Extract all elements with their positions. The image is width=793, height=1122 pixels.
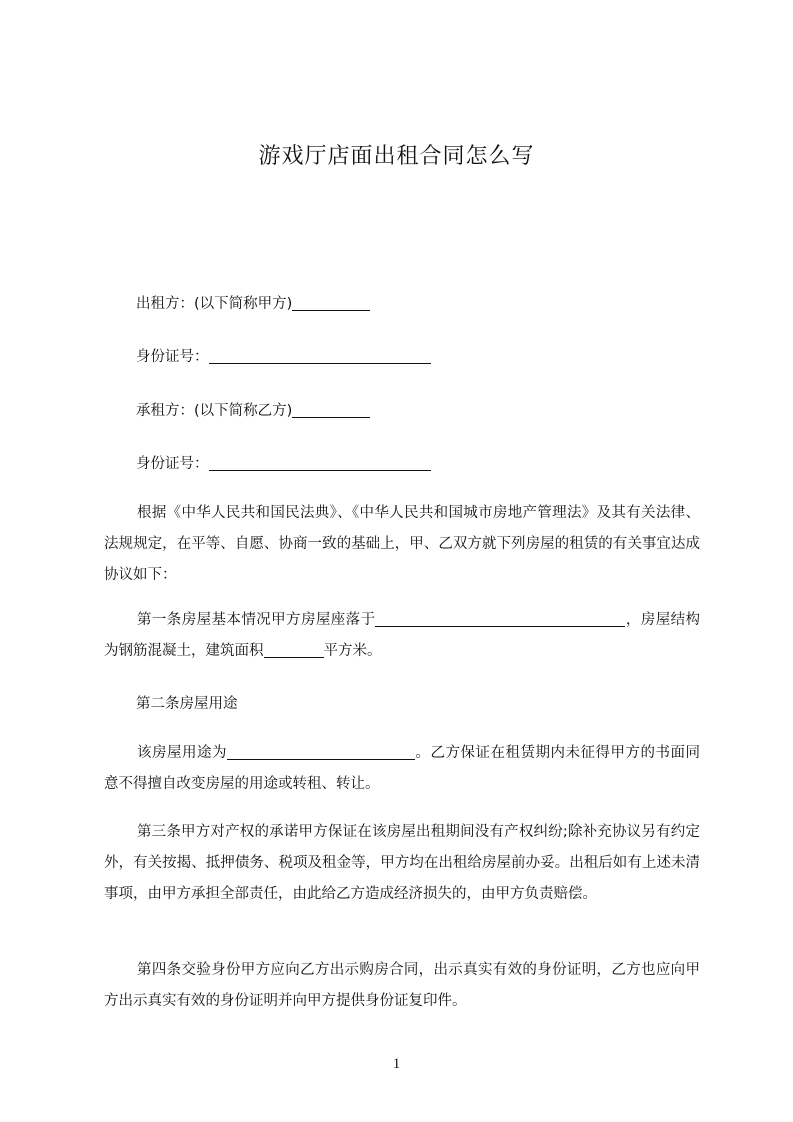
lessor-label: 出租方：(以下简称甲方) (136, 296, 293, 312)
article-2-text-2: 。乙方保证在租赁期内未征得甲方的书面同意不得擅自改变房屋的用途或转租、转让。 (104, 745, 700, 792)
intro-paragraph: 根据《中华人民共和国民法典》、《中华人民共和国城市房地产管理法》及其有关法律、法规规定，在平等、自愿、协商一致的基础上，甲、乙双方就下列房屋的租赁的有关事宜达成协议如下： (104, 505, 700, 583)
article-1-text-3: 平方米。 (323, 643, 382, 659)
article-2-text-1: 该房屋用途为 (137, 745, 227, 761)
lessee-id-blank (209, 456, 431, 472)
document-title: 游戏厅店面出租合同怎么写 (258, 144, 535, 169)
lessee-blank (292, 403, 370, 419)
address-blank (375, 612, 625, 628)
lessee-id-label: 身份证号： (136, 456, 209, 472)
area-blank (264, 643, 324, 659)
lessee-label: 承租方：(以下简称乙方) (136, 403, 293, 419)
lessor-id-label: 身份证号： (136, 349, 209, 365)
lessor-id-line (136, 345, 431, 366)
article-2-paragraph (104, 738, 700, 800)
article-1-text-1: 第一条房屋基本情况甲方房屋座落于 (137, 612, 376, 628)
lessee-id-line (136, 452, 431, 473)
article-3-paragraph: 第三条甲方对产权的承诺甲方保证在该房屋出租期间没有产权纠纷;除补充协议另有约定外，有关按揭、抵押债务、税项及租金等，甲方均在出租给房屋前办妥。出租后如有上述未清事项，由甲方承担全部责任，由此给乙方造成经济损失的，由甲方负责赔偿。 (104, 824, 700, 902)
lessor-id-blank (209, 349, 431, 365)
page-number: 1 (392, 1056, 401, 1072)
usage-blank (227, 745, 415, 761)
article-1-paragraph (104, 605, 700, 667)
lessor-blank (292, 296, 370, 312)
lessor-line (136, 292, 370, 313)
article-4-paragraph: 第四条交验身份甲方应向乙方出示购房合同，出示真实有效的身份证明，乙方也应向甲方出示真实有效的身份证明并向甲方提供身份证复印件。 (104, 962, 700, 1009)
article-1-text-2: ，房屋结构为钢筋混凝土，建筑面积 (104, 612, 701, 659)
article-2-heading: 第二条房屋用途 (136, 696, 238, 712)
lessee-line (136, 399, 370, 420)
